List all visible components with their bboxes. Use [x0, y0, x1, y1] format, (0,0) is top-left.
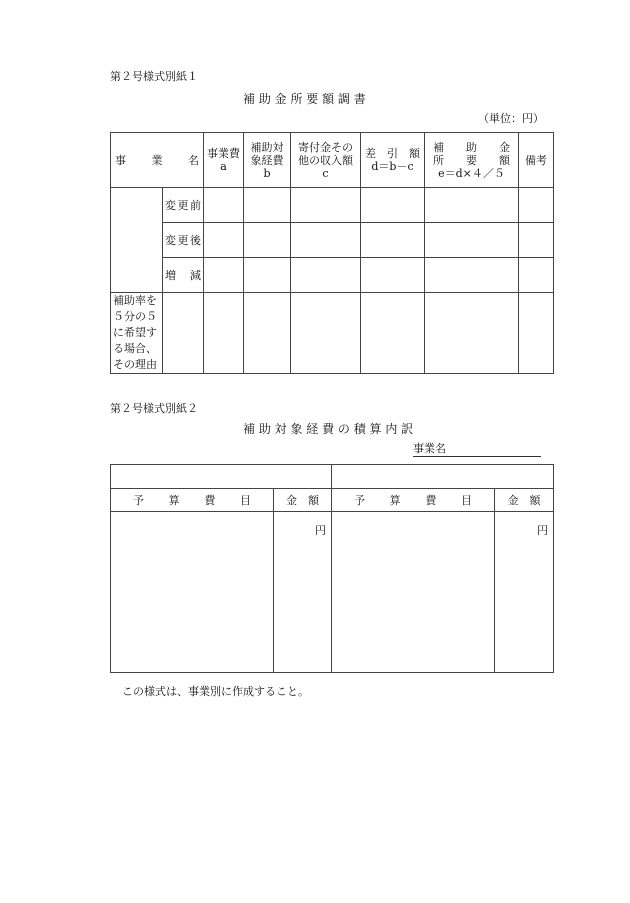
form2-label: 第２号様式別紙２: [110, 402, 198, 415]
cell[interactable]: [111, 512, 274, 673]
unit-label: （単位：円）: [478, 112, 544, 125]
cell[interactable]: [361, 258, 425, 293]
cell[interactable]: [519, 293, 554, 374]
text: e＝d×４／５: [438, 166, 505, 180]
cell[interactable]: [204, 258, 244, 293]
table-row: [111, 258, 554, 293]
header-subsidy: [425, 133, 519, 188]
form1-title: 補 助 金 所 要 額 調 書: [243, 92, 366, 106]
cell[interactable]: [291, 293, 361, 374]
cell[interactable]: [519, 258, 554, 293]
text: 補助対: [250, 140, 284, 154]
header-donation: 寄付金その 他の収入額 c: [291, 133, 361, 188]
cell[interactable]: [244, 293, 291, 374]
cell[interactable]: [163, 293, 204, 374]
text: 象経費: [250, 153, 284, 167]
cell[interactable]: [291, 258, 361, 293]
group-header-row: [111, 465, 554, 489]
cell[interactable]: [332, 465, 554, 489]
cell[interactable]: [244, 188, 291, 223]
header-diff: [361, 133, 425, 188]
text: 事業費: [207, 147, 240, 160]
header-cost: [204, 133, 244, 188]
cell[interactable]: [519, 223, 554, 258]
header-eligible: [244, 133, 291, 188]
cell[interactable]: [291, 223, 361, 258]
amount-cell[interactable]: 円: [274, 512, 332, 673]
cell[interactable]: [204, 293, 244, 374]
cell[interactable]: [111, 465, 332, 489]
table-row: [111, 188, 554, 223]
row-label: 変更後: [163, 223, 204, 258]
cell[interactable]: [291, 188, 361, 223]
text: る場合、: [113, 342, 157, 355]
cell[interactable]: [361, 223, 425, 258]
cell[interactable]: [361, 188, 425, 223]
project-name-cell[interactable]: [111, 188, 163, 293]
text: 補助率を: [113, 294, 157, 307]
cell[interactable]: [425, 258, 519, 293]
form1-label: 第２号様式別紙１: [110, 70, 198, 83]
text: 他の収入額: [298, 153, 353, 167]
header-amount: 金 額: [495, 489, 554, 512]
header-remarks: 備考: [519, 133, 554, 188]
text: 差 引 額: [365, 147, 420, 160]
project-name-label: 事業名: [413, 442, 446, 455]
header-budget-item: 予 算 費 目: [332, 489, 495, 512]
text: その理由: [113, 358, 157, 371]
reason-label: [111, 293, 163, 374]
cell[interactable]: [425, 293, 519, 374]
header-row: [111, 133, 554, 188]
text: 寄付金その: [298, 140, 353, 154]
text: 所 要 額: [433, 153, 510, 167]
cell[interactable]: [425, 188, 519, 223]
breakdown-table: [110, 464, 554, 673]
header-amount: 金 額: [274, 489, 332, 512]
cell[interactable]: [519, 188, 554, 223]
cell[interactable]: [244, 223, 291, 258]
amount-cell[interactable]: 円: [495, 512, 554, 673]
row-label: 増 減: [163, 258, 204, 293]
text: 補 助 金: [433, 140, 510, 154]
cell[interactable]: [244, 258, 291, 293]
header-project-name: 事 業 名: [111, 133, 204, 188]
text: ５分の５: [113, 310, 157, 323]
subsidy-table: [110, 132, 554, 374]
table-row: [111, 223, 554, 258]
footnote: この様式は、事業別に作成すること。: [122, 685, 309, 698]
header-budget-item: 予 算 費 目: [111, 489, 274, 512]
reason-row: [111, 293, 554, 374]
text: に希望す: [113, 326, 157, 339]
row-label: 変更前: [163, 188, 204, 223]
cell[interactable]: [361, 293, 425, 374]
table-row: [111, 512, 554, 673]
text: d＝b－c: [371, 160, 414, 173]
text: b: [263, 166, 271, 180]
cell[interactable]: [204, 223, 244, 258]
form2-title: 補 助 対 象 経 費 の 積 算 内 訳: [243, 422, 414, 436]
header-row: [111, 489, 554, 512]
cell[interactable]: [204, 188, 244, 223]
cell[interactable]: [425, 223, 519, 258]
text: a: [220, 160, 227, 173]
project-name-field[interactable]: [413, 440, 541, 457]
cell[interactable]: [332, 512, 495, 673]
